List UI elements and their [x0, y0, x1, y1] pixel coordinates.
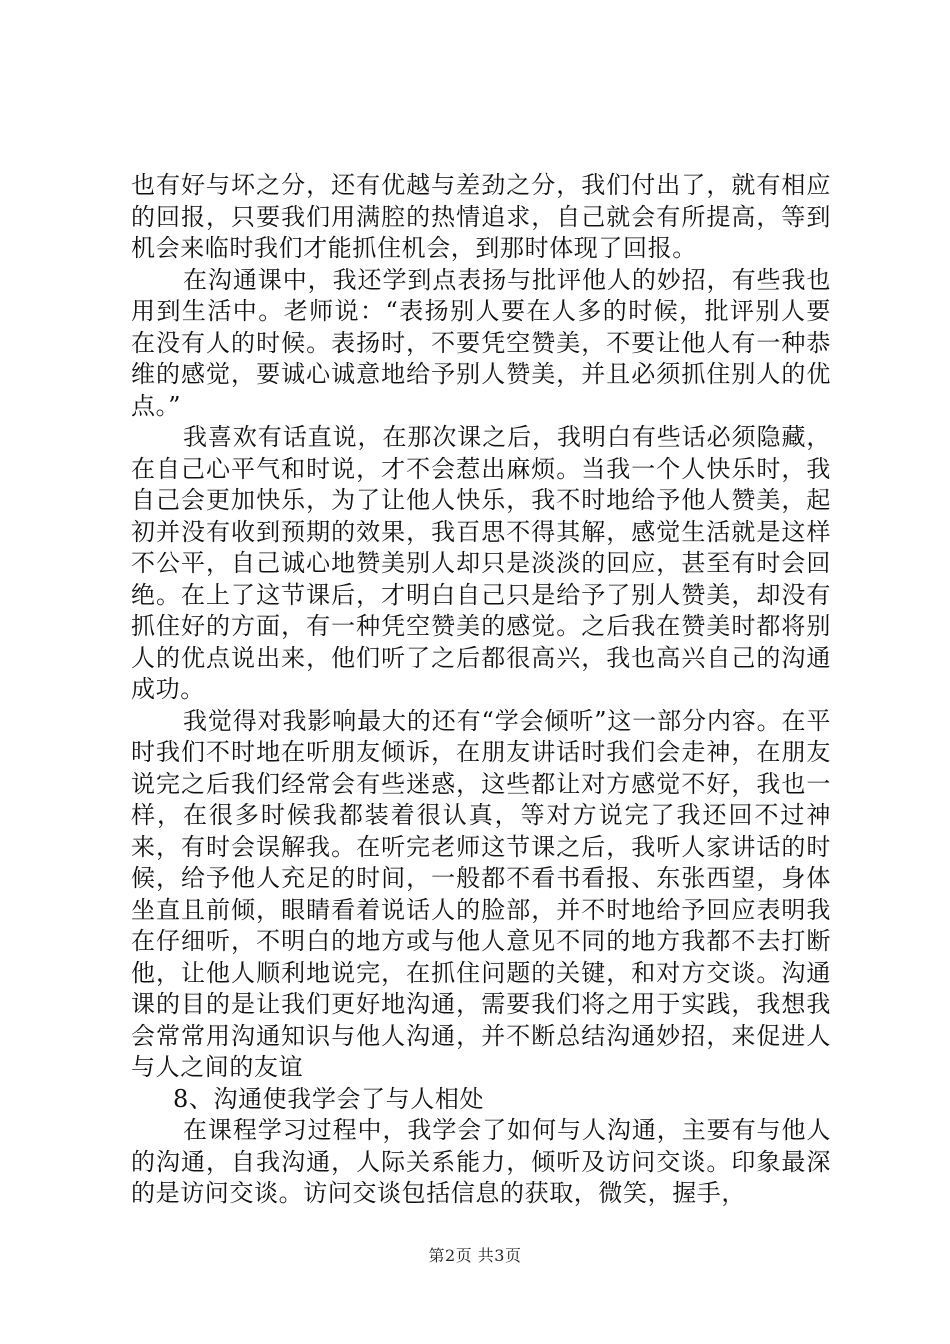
- paragraph-praise-criticism: 在沟通课中，我还学到点表扬与批评他人的妙招，有些我也用到生活中。老师说：“表扬别人要在人多的时候，批评别人要在没有人的时候。表扬时，不要凭空赞美，不要让他人有一种恭维的感觉，要诚心诚意地给予别人赞美，并且必须抓住别人的优点。”: [131, 265, 831, 420]
- page-footer: [0, 1243, 950, 1266]
- paragraph-learn-to-listen: 我觉得对我影响最大的还有“学会倾听”这一部分内容。在平时我们不时地在听朋友倾诉，在朋友讲话时我们会走神，在朋友说完之后我们经常会有些迷惑，这些都让对方感觉不好，我也一样，在很多时候我都装着很认真，等对方说完了我还回不过神来，有时会误解我。在听完老师这节课之后，我听人家讲话的时候，给予他人充足的时间，一般都不看书看报、东张西望，身体坐直且前倾，眼睛看着说话人的脸部，并不时地给予回应表明我在仔细听，不明白的地方或与他人意见不同的地方我都不去打断他，让他人顺利地说完，在抓住问题的关键，和对方交谈。沟通课的目的是让我们更好地沟通，需要我们将之用于实践，我想我会常常用沟通知识与他人沟通，并不断总结沟通妙招，来促进人与人之间的友谊: [131, 706, 831, 1081]
- paragraph-course-learning: 在课程学习过程中，我学会了如何与人沟通，主要有与他人的沟通，自我沟通，人际关系能力，倾听及访问交谈。印象最深的是访问交谈。访问交谈包括信息的获取，微笑，握手，: [131, 1116, 831, 1207]
- paragraph-speak-directly: 我喜欢有话直说，在那次课之后，我明白有些话必须隐藏，在自己心平气和时说，才不会惹出麻烦。当我一个人快乐时，我自己会更加快乐，为了让他人快乐，我不时地给予他人赞美，起初并没有收到预期的效果，我百思不得其解，感觉生活就是这样不公平，自己诚心地赞美别人却只是淡淡的回应，甚至有时会回绝。在上了这节课后，才明白自己只是给予了别人赞美，却没有抓住好的方面，有一种凭空赞美的感觉。之后我在赞美时都将别人的优点说出来，他们听了之后都很高兴，我也高兴自己的沟通成功。: [131, 423, 831, 703]
- page-number-indicator: 第2页 共3页: [428, 1246, 522, 1265]
- paragraph-continuation: 也有好与坏之分，还有优越与差劲之分，我们付出了，就有相应的回报，只要我们用满腔的热情追求，自己就会有所提高，等到机会来临时我们才能抓住机会，到那时体现了回报。: [131, 171, 831, 262]
- section-heading: 8、沟通使我学会了与人相处: [173, 1084, 485, 1113]
- document-body: [131, 170, 831, 1210]
